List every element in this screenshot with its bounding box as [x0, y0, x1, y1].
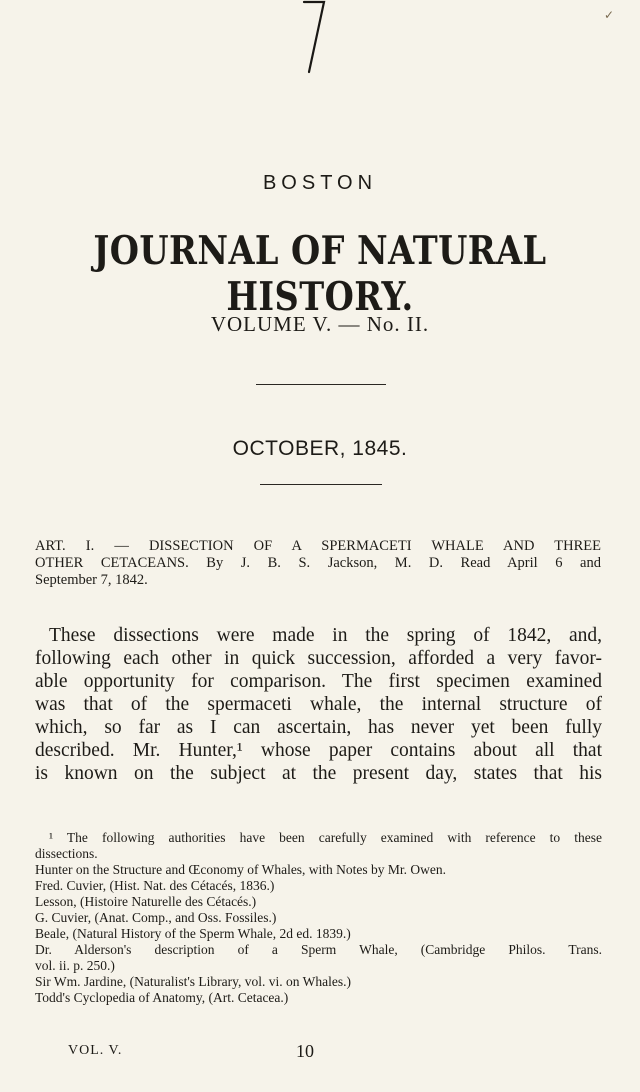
- divider-rule: [260, 484, 382, 485]
- footnote-reference: Hunter on the Structure and Œconomy of Whales, with Notes by Mr. Owen.: [35, 862, 447, 877]
- body-line: able opportunity for comparison. The first specimen examined: [35, 671, 602, 692]
- journal-title: JOURNAL OF NATURAL HISTORY.: [93, 228, 547, 320]
- body-line: which, so far as I can ascertain, has never yet been fully: [35, 717, 602, 738]
- article-body: [35, 624, 602, 785]
- body-line: was that of the spermaceti whale, the internal structure of: [35, 694, 602, 715]
- article-heading-line: OTHER CETACEANS. By J. B. S. Jackson, M. D. Read April 6 and: [35, 555, 601, 571]
- body-line: These dissections were made in the spring of 1842, and,: [49, 625, 602, 646]
- divider-rule: [256, 384, 386, 385]
- article-heading-line: ART. I. — DISSECTION OF A SPERMACETI WHALE AND THREE: [35, 538, 601, 554]
- footnote-intro: dissections.: [35, 846, 98, 861]
- journal-date: OCTOBER, 1845.: [232, 437, 408, 460]
- corner-pencil-mark: ✓: [604, 8, 615, 22]
- article-heading: [35, 538, 601, 589]
- body-line: described. Mr. Hunter,¹ whose paper contains about all that: [35, 740, 602, 761]
- footnotes: [35, 830, 602, 1006]
- footnote-reference: Beale, (Natural History of the Sperm Whale, 2d ed. 1839.): [35, 926, 351, 941]
- body-line: following each other in quick succession, afforded a very favor-: [35, 648, 602, 669]
- body-line: is known on the subject at the present day, states that his: [35, 763, 602, 784]
- volume-signature: VOL. V.: [68, 1043, 123, 1058]
- footnote-reference: Lesson, (Histoire Naturelle des Cétacés.): [35, 894, 257, 909]
- handwritten-seven-mark: [300, 0, 328, 75]
- journal-city: BOSTON: [262, 172, 378, 194]
- journal-volume: VOLUME V. — No. II.: [210, 312, 430, 336]
- footnote-reference: Fred. Cuvier, (Hist. Nat. des Cétacés, 1836.): [35, 878, 275, 893]
- footnote-reference: Sir Wm. Jardine, (Naturalist's Library, vol. vi. on Whales.): [35, 974, 351, 989]
- page-number: 10: [296, 1041, 314, 1061]
- footnote-reference: G. Cuvier, (Anat. Comp., and Oss. Fossiles.): [35, 910, 277, 925]
- footnote-reference: Todd's Cyclopedia of Anatomy, (Art. Cetacea.): [35, 990, 289, 1005]
- footnote-reference: Dr. Alderson's description of a Sperm Whale, (Cambridge Philos. Trans.: [35, 942, 602, 957]
- article-heading-line: September 7, 1842.: [35, 572, 148, 588]
- footnote-reference: vol. ii. p. 250.): [35, 958, 115, 973]
- footnote-intro: ¹ The following authorities have been carefully examined with reference to these: [49, 830, 602, 845]
